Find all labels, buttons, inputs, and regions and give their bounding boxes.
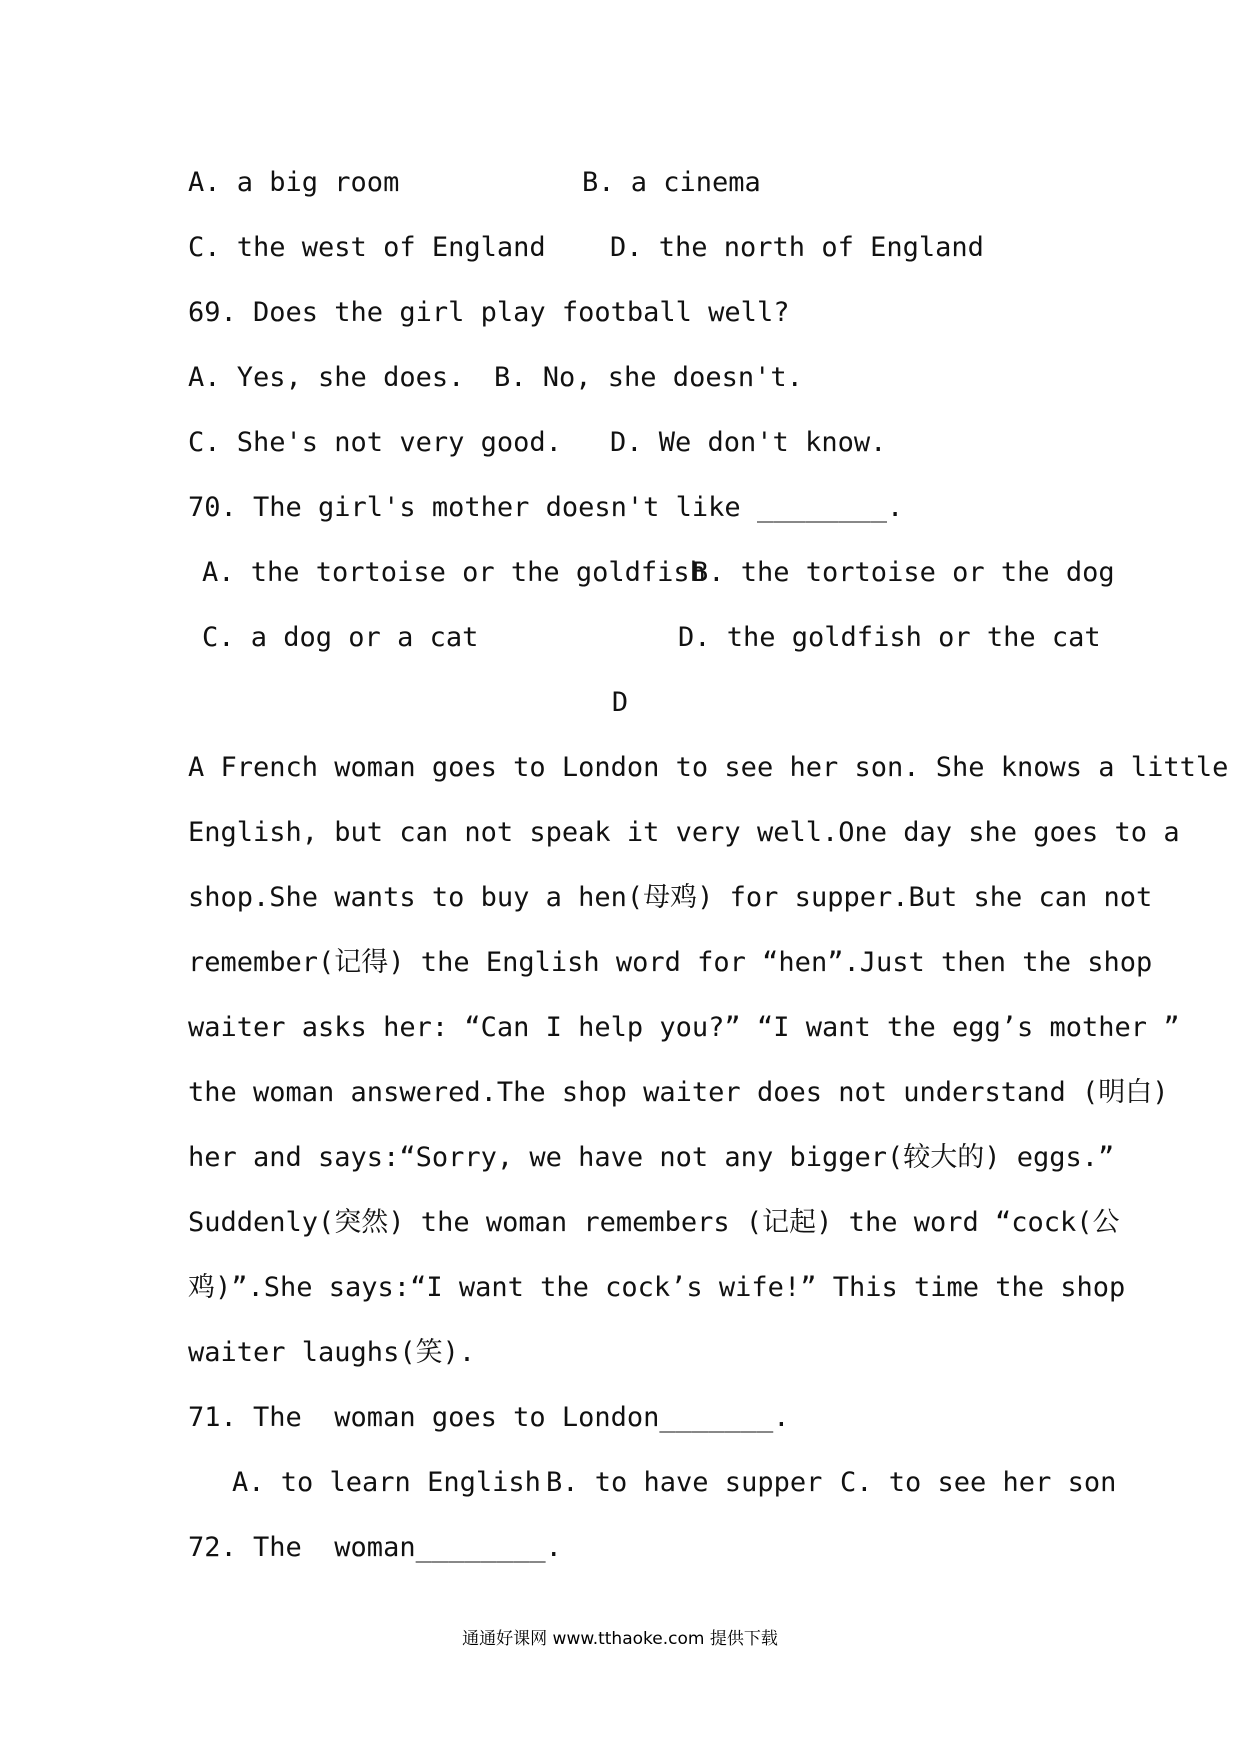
q70-stem: 70. The girl's mother doesn't like ________. [188, 492, 904, 523]
q71-stem: 71. The woman goes to London_______. [188, 1402, 790, 1433]
q70-option-b: B. the tortoise or the dog [692, 557, 1115, 588]
q70-option-a: A. the tortoise or the goldfish [202, 557, 706, 588]
q69-stem: 69. Does the girl play football well? [188, 297, 790, 328]
passage-line: waiter laughs(笑). [188, 1337, 476, 1368]
passage-line: the woman answered.The shop waiter does not understand (明白) [188, 1077, 1169, 1108]
q68-option-c: C. the west of England [188, 232, 546, 263]
q71-option-b: B. to have supper [546, 1467, 823, 1498]
passage-line: English, but can not speak it very well.One day she goes to a [188, 817, 1180, 848]
passage-line: remember(记得) the English word for “hen”.Just then the shop [188, 947, 1153, 978]
q68-option-b: B. a cinema [582, 167, 761, 198]
passage-line: 鸡)”.She says:“I want the cock’s wife!” This time the shop [188, 1272, 1126, 1303]
passage-line: waiter asks her: “Can I help you?” “I want the egg’s mother ” [188, 1012, 1180, 1043]
q71-option-a: A. to learn English [232, 1467, 541, 1498]
page-footer: 通通好课网 www.tthaoke.com 提供下载 [462, 1629, 778, 1649]
q72-stem: 72. The woman________. [188, 1532, 562, 1563]
q71-option-c: C. to see her son [840, 1467, 1117, 1498]
passage-line: Suddenly(突然) the woman remembers (记起) the word “cock(公 [188, 1207, 1120, 1238]
passage-line: A French woman goes to London to see her son. She knows a little [188, 752, 1229, 783]
q69-option-d: D. We don't know. [610, 427, 887, 458]
q69-option-c: C. She's not very good. [188, 427, 562, 458]
passage-line: her and says:“Sorry, we have not any bigger(较大的) eggs.” [188, 1142, 1115, 1173]
q69-option-b: B. No, she doesn't. [494, 362, 803, 393]
passage-line: shop.She wants to buy a hen(母鸡) for supper.But she can not [188, 882, 1153, 913]
q69-option-a: A. Yes, she does. [188, 362, 465, 393]
q68-option-d: D. the north of England [610, 232, 984, 263]
q70-option-d: D. the goldfish or the cat [678, 622, 1101, 653]
reading-passage [188, 751, 1229, 1401]
q70-option-c: C. a dog or a cat [202, 622, 479, 653]
section-heading: D [611, 687, 629, 718]
q68-option-a: A. a big room [188, 167, 400, 198]
